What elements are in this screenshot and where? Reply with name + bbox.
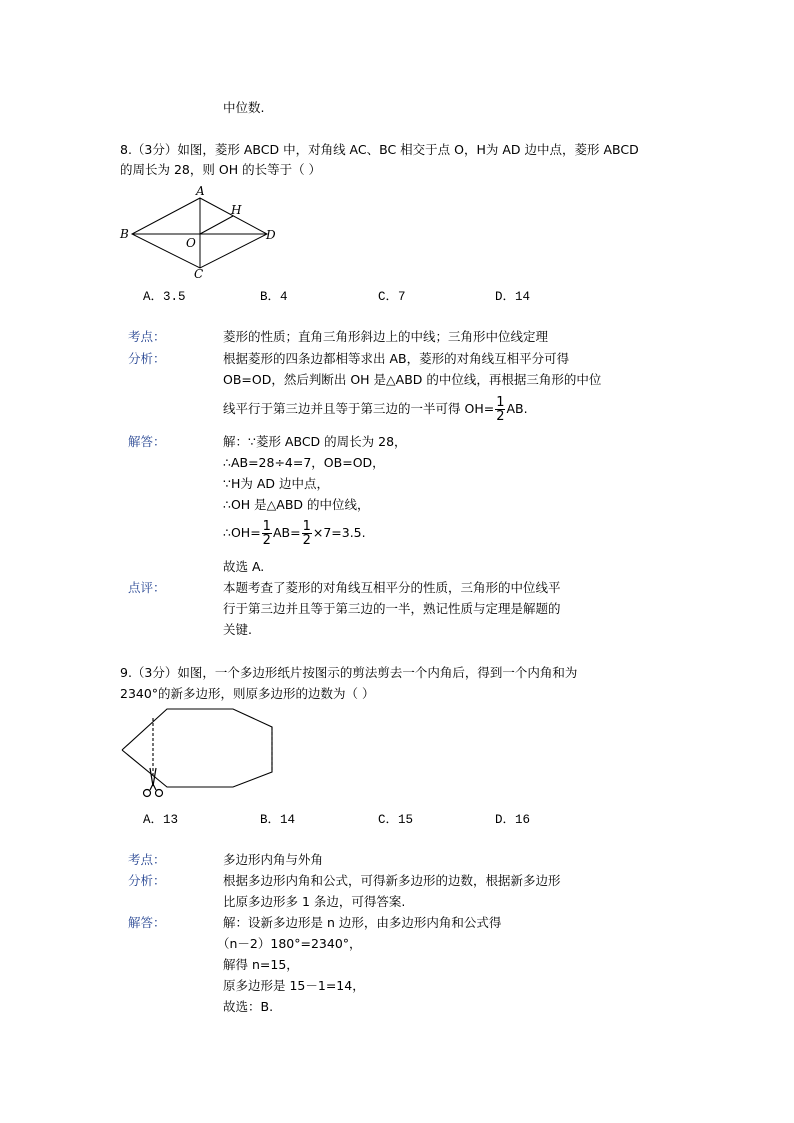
scissors-icon xyxy=(144,768,163,797)
q8-dianping-label: 点评： xyxy=(128,580,166,595)
label-H: H xyxy=(231,203,242,217)
fraction-half: $\frac{1}{2}$ xyxy=(496,395,505,424)
q8-kaodian-label: 考点： xyxy=(128,329,166,344)
q8-option-d: D．14 xyxy=(495,290,531,304)
q8-jieda-6: 故选 A. xyxy=(223,559,265,574)
q9-option-a: A．13 xyxy=(143,813,179,827)
q9-jieda-1: 解：设新多边形是 n 边形，由多边形内角和公式得 xyxy=(223,915,502,930)
q9-kaodian-label: 考点： xyxy=(128,852,166,867)
q8-dianping-2: 行于第三边并且等于第三边的一半，熟记性质与定理是解题的 xyxy=(223,601,561,616)
q9-option-c: C．15 xyxy=(378,813,414,827)
q9-jieda-2: （n－2）180°=2340°， xyxy=(217,936,362,951)
q9-jieda-label: 解答： xyxy=(128,915,166,930)
q9-option-b: B．14 xyxy=(260,813,296,827)
q9-stem-line1: 9.（3分）如图，一个多边形纸片按图示的剪法剪去一个内角后，得到一个内角和为 xyxy=(120,665,578,680)
label-O: O xyxy=(186,236,196,250)
q8-jieda-2: ∴AB=28÷4=7，OB=OD， xyxy=(223,455,385,470)
label-D: D xyxy=(266,228,276,242)
q8-option-b: B．4 xyxy=(260,290,288,304)
fraction-half: $\frac{1}{2}$ xyxy=(262,519,271,548)
q8-kaodian: 菱形的性质；直角三角形斜边上的中线；三角形中位线定理 xyxy=(223,329,549,344)
q9-option-d: D．16 xyxy=(495,813,531,827)
q9-jieda-4: 原多边形是 15－1=14， xyxy=(223,978,365,993)
q9-fenxi-1: 根据多边形内角和公式，可得新多边形的边数，根据新多边形 xyxy=(223,873,561,888)
q8-jieda-label: 解答： xyxy=(128,434,166,449)
q8-jieda-1: 解：∵菱形 ABCD 的周长为 28， xyxy=(223,434,407,449)
q9-jieda-5: 故选：B. xyxy=(223,999,274,1014)
q9-fenxi-2: 比原多边形多 1 条边，可得答案. xyxy=(223,894,406,909)
q9-jieda-3: 解得 n=15， xyxy=(223,957,299,972)
label-A: A xyxy=(196,184,205,198)
q8-fenxi-1: 根据菱形的四条边都相等求出 AB，菱形的对角线互相平分可得 xyxy=(223,351,570,366)
q8-dianping-1: 本题考查了菱形的对角线互相平分的性质，三角形的中位线平 xyxy=(223,580,561,595)
label-B: B xyxy=(120,227,129,241)
q8-dianping-3: 关键. xyxy=(223,622,252,637)
q8-jieda-4: ∴OH 是△ABD 的中位线， xyxy=(223,497,370,512)
q8-option-c: C．7 xyxy=(378,290,406,304)
polygon-outline xyxy=(122,709,272,787)
q8-option-a: A．3.5 xyxy=(143,290,186,304)
q8-jieda-3: ∵H为 AD 边中点， xyxy=(223,476,329,491)
q8-stem-line1: 8.（3分）如图，菱形 ABCD 中，对角线 AC、BC 相交于点 O，H为 AD 边中点，菱形 ABCD xyxy=(120,142,639,157)
q8-jieda-5: ∴OH= $\frac{1}{2}$ AB= $\frac{1}{2}$ ×7=3.5. xyxy=(223,519,366,548)
prev-answer-tail: 中位数. xyxy=(223,100,265,115)
label-C: C xyxy=(194,267,204,281)
q9-stem-line2: 2340°的新多边形，则原多边形的边数为（ ） xyxy=(120,686,375,701)
fraction-half: $\frac{1}{2}$ xyxy=(302,519,311,548)
q8-fenxi-2: OB=OD，然后判断出 OH 是△ABD 的中位线，再根据三角形的中位 xyxy=(223,372,602,387)
q9-kaodian: 多边形内角与外角 xyxy=(223,852,324,867)
q9-fenxi-label: 分析： xyxy=(128,873,166,888)
q8-stem-line2: 的周长为 28，则 OH 的长等于（ ） xyxy=(120,162,322,177)
q8-fenxi-3: 线平行于第三边并且等于第三边的一半可得 OH= $\frac{1}{2}$ AB. xyxy=(223,395,528,424)
q8-fenxi-label: 分析： xyxy=(128,351,166,366)
